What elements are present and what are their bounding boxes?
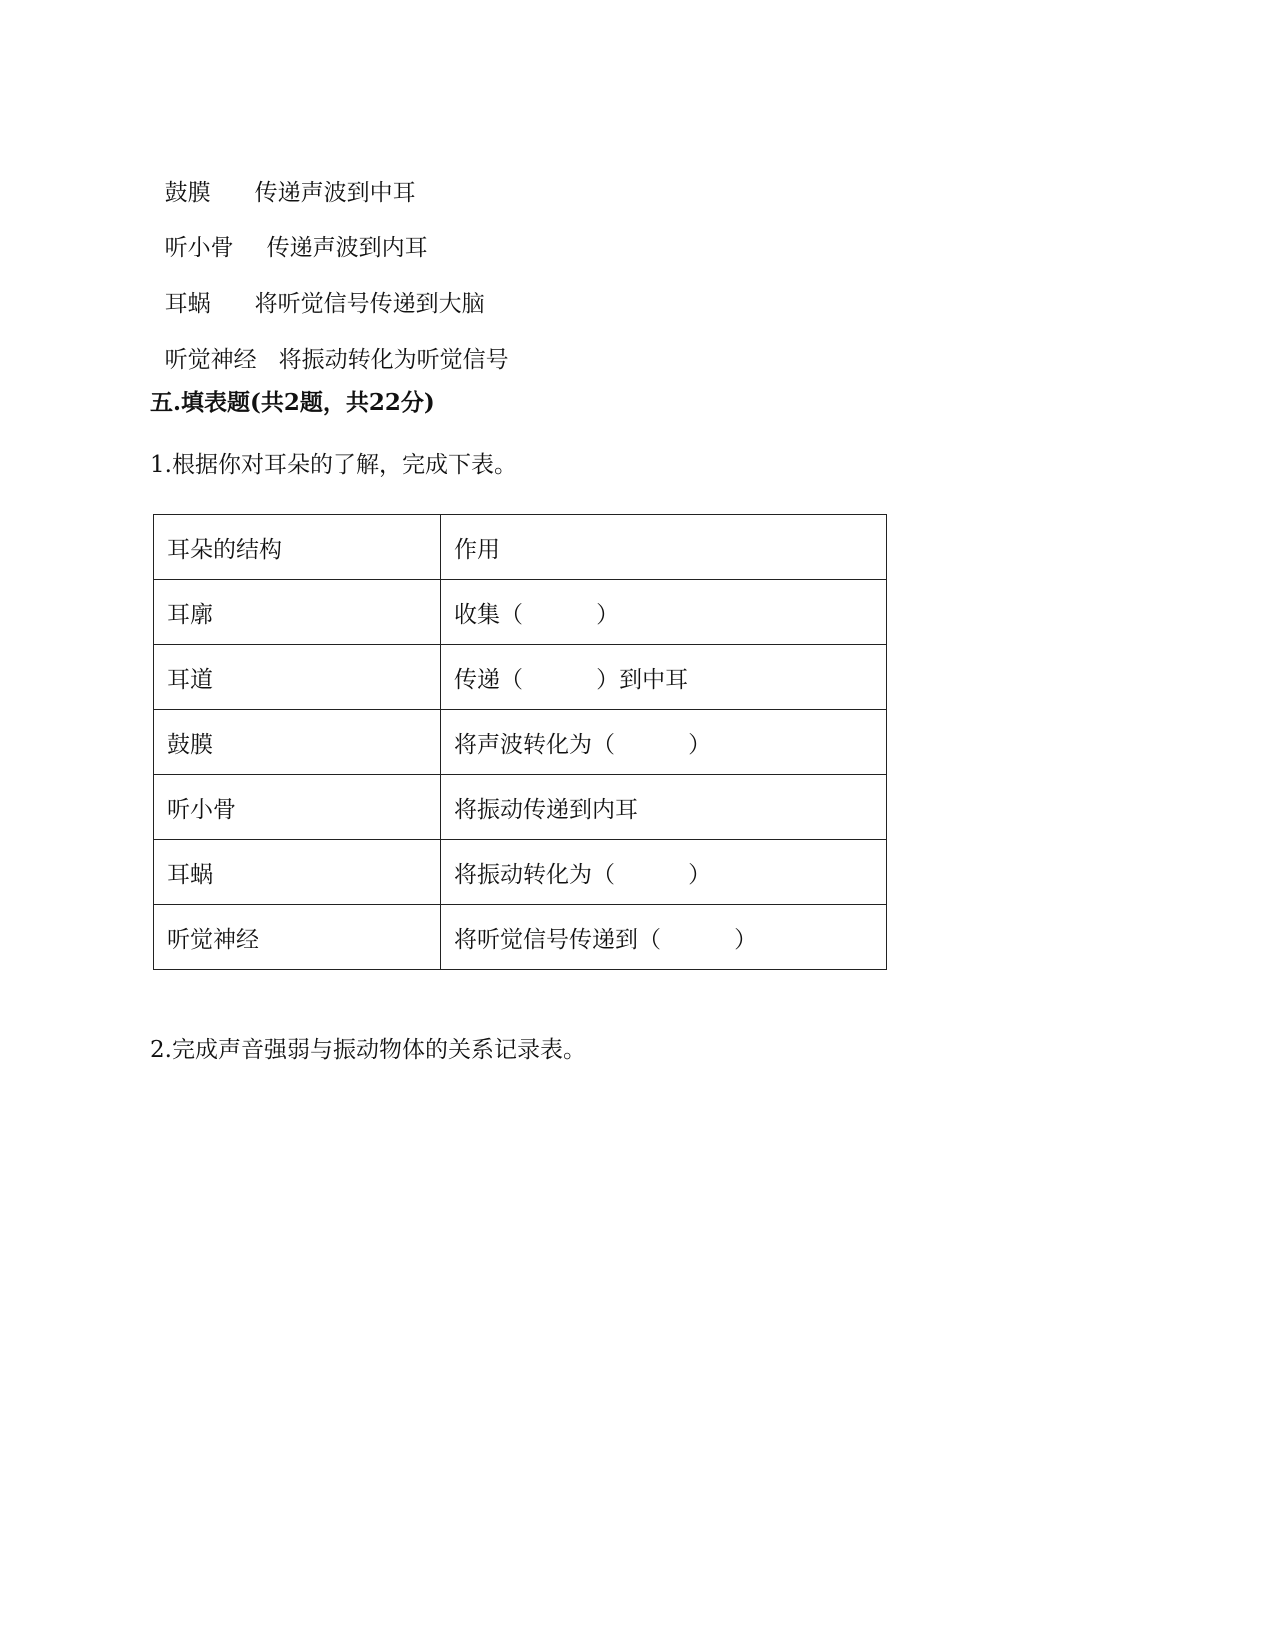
function-cell: 传递（ ）到中耳 <box>441 645 887 710</box>
function-cell: 将听觉信号传递到（ ） <box>441 905 887 970</box>
function-cell: 将声波转化为（ ） <box>441 710 887 775</box>
matching-description: 将听觉信号传递到大脑 <box>254 291 485 317</box>
matching-term: 听觉神经 <box>164 347 257 373</box>
matching-line <box>150 148 416 208</box>
structure-cell: 耳道 <box>154 645 441 710</box>
ear-structure-table <box>153 514 887 970</box>
structure-cell: 听小骨 <box>154 775 441 840</box>
function-cell: 将振动传递到内耳 <box>441 775 887 840</box>
header-function: 作用 <box>441 515 887 580</box>
matching-line <box>150 315 509 375</box>
matching-term: 耳蜗 <box>164 291 211 317</box>
matching-term: 鼓膜 <box>164 180 211 206</box>
matching-description: 传递声波到中耳 <box>254 180 416 206</box>
section-heading: 五.填表题(共2题，共22分) <box>150 389 435 416</box>
question-1: 1.根据你对耳朵的了解，完成下表。 <box>150 452 517 478</box>
structure-cell: 鼓膜 <box>154 710 441 775</box>
table-row <box>154 840 887 905</box>
function-cell: 收集（ ） <box>441 580 887 645</box>
function-cell: 将振动转化为（ ） <box>441 840 887 905</box>
matching-line <box>150 203 428 263</box>
table-row <box>154 645 887 710</box>
matching-term: 听小骨 <box>164 235 234 261</box>
matching-line <box>150 259 485 319</box>
table-row <box>154 905 887 970</box>
matching-description: 传递声波到内耳 <box>266 235 428 261</box>
table-row <box>154 580 887 645</box>
question-2: 2.完成声音强弱与振动物体的关系记录表。 <box>150 1037 586 1063</box>
structure-cell: 耳廓 <box>154 580 441 645</box>
table-header-row <box>154 515 887 580</box>
structure-cell: 耳蜗 <box>154 840 441 905</box>
table-row <box>154 710 887 775</box>
table-row <box>154 775 887 840</box>
matching-description: 将振动转化为听觉信号 <box>278 347 509 373</box>
structure-cell: 听觉神经 <box>154 905 441 970</box>
header-structure: 耳朵的结构 <box>154 515 441 580</box>
